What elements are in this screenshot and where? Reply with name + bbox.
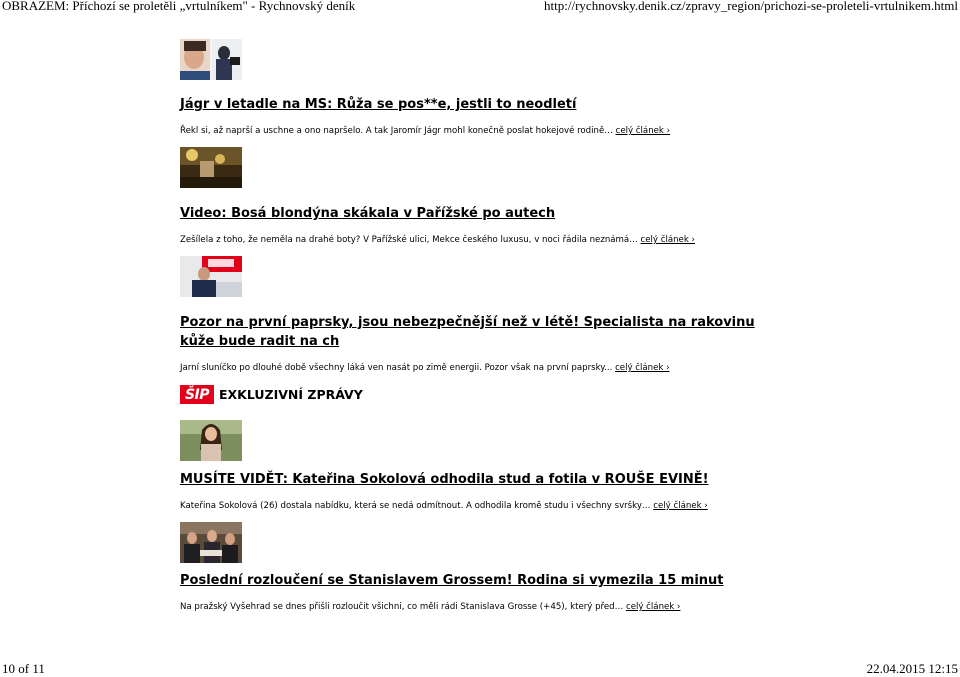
article-thumbnail[interactable]: [180, 420, 242, 461]
article-headline-link[interactable]: Poslední rozloučení se Stanislavem Grossem! Rodina si vymezila 15 minut: [180, 573, 724, 588]
article-thumbnail[interactable]: [180, 147, 242, 188]
read-more-link[interactable]: celý článek ›: [615, 126, 671, 136]
print-header: [0, 0, 960, 14]
article-headline-link[interactable]: Video: Bosá blondýna skákala v Pařížské po autech: [180, 206, 556, 221]
page-number: 10 of 11: [2, 661, 45, 676]
article-excerpt: [180, 126, 800, 136]
article-excerpt-text: Jarní sluníčko po dlouhé době všechny láká ven nasát po zimě energii. Pozor však na první paprsky...: [180, 363, 613, 373]
article-excerpt-text: Řekl si, až naprší a uschne a ono napršelo. A tak Jaromír Jágr mohl konečně poslat hokejové rodině…: [180, 126, 613, 136]
read-more-link[interactable]: celý článek ›: [615, 363, 670, 373]
section-header: [180, 385, 363, 404]
print-datetime: 22.04.2015 12:15: [866, 661, 958, 676]
page-url: http://rychnovsky.denik.cz/zpravy_region/prichozi-se-proleteli-vrtulnikem.html: [544, 0, 958, 13]
article-excerpt: [180, 602, 800, 612]
read-more-link[interactable]: celý článek ›: [653, 501, 708, 511]
sip-logo-text: ŠIP: [184, 386, 210, 403]
article-excerpt-text: Zešílela z toho, že neměla na drahé boty? V Pařížské ulici, Mekce českého luxusu, v noci řádila neznámá…: [180, 235, 638, 245]
article-headline-link[interactable]: Jágr v letadle na MS: Růža se pos**e, jestli to neodletí: [180, 97, 577, 112]
article-thumbnail[interactable]: [180, 256, 242, 297]
article-excerpt-text: Kateřina Sokolová (26) dostala nabídku, která se nedá odmítnout. A odhodila kromě studu i všechny svršky…: [180, 501, 651, 511]
article-excerpt: [180, 235, 800, 245]
print-footer: [0, 661, 960, 677]
article-excerpt: [180, 363, 800, 373]
article-headline-link[interactable]: Pozor na první paprsky, jsou nebezpečnější než v létě! Specialista na rakovinu kůže bude radit na ch: [180, 315, 755, 349]
article-headline-link[interactable]: MUSÍTE VIDĚT: Kateřina Sokolová odhodila stud a fotila v ROUŠE EVINĚ!: [180, 472, 709, 487]
section-title: EXKLUZIVNÍ ZPRÁVY: [219, 387, 363, 402]
article-excerpt-text: Na pražský Vyšehrad se dnes přišli rozloučit všichni, co měli rádi Stanislava Grosse (+45), který před…: [180, 602, 624, 612]
article-thumbnail[interactable]: [180, 522, 242, 563]
read-more-link[interactable]: celý článek ›: [640, 235, 695, 245]
article-thumbnail[interactable]: [180, 39, 242, 80]
read-more-link[interactable]: celý článek ›: [625, 602, 681, 612]
article-excerpt: [180, 501, 800, 511]
sip-logo: [180, 385, 214, 404]
page-title: OBRAZEM: Příchozí se proletěli „vrtulníkem" - Rychnovský deník: [2, 0, 356, 13]
